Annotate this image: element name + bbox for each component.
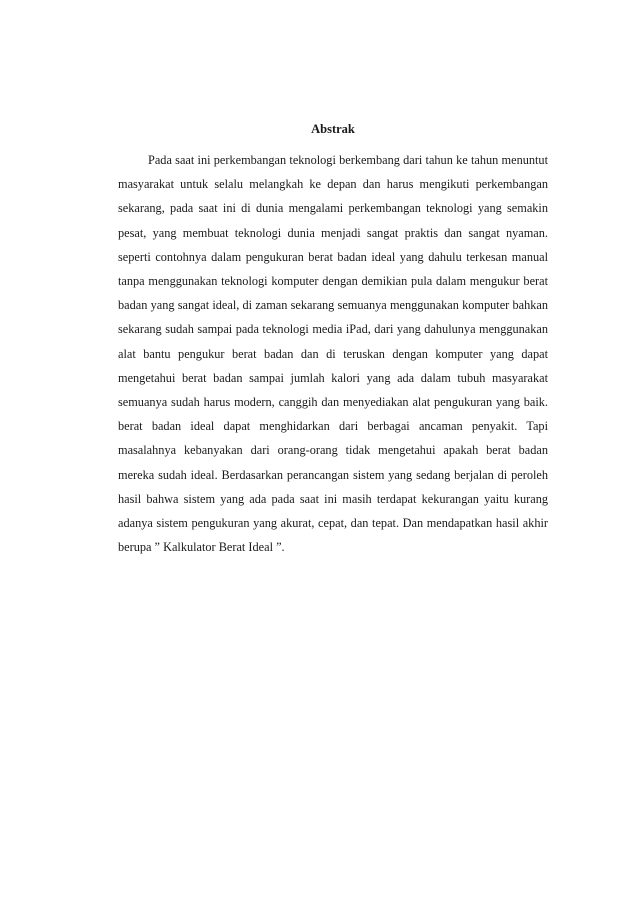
abstract-paragraph: Pada saat ini perkembangan teknologi berkembang dari tahun ke tahun menuntut masyarakat untuk selalu melangkah ke depan dan harus mengikuti perkembangan sekarang, pada saat ini di dunia mengalami perkembangan teknologi yang semakin pesat, yang membuat teknologi dunia menjadi sangat praktis dan sangat nyaman. seperti contohnya dalam pengukuran berat badan ideal yang dahulu terkesan manual tanpa menggunakan teknologi komputer dengan demikian pula dalam mengukur berat badan yang sangat ideal, di zaman sekarang semuanya menggunakan komputer bahkan sekarang sudah sampai pada teknologi media iPad, dari yang dahulunya menggunakan alat bantu pengukur berat badan dan di teruskan dengan komputer yang dapat mengetahui berat badan sampai jumlah kalori yang ada dalam tubuh masyarakat semuanya sudah harus modern, canggih dan menyediakan alat pengukuran yang baik. berat badan ideal dapat menghidarkan dari berbagai ancaman penyakit. Tapi masalahnya kebanyakan dari orang-orang tidak mengetahui apakah berat badan mereka sudah ideal. Berdasarkan perancangan sistem yang sedang berjalan di peroleh hasil bahwa sistem yang ada pada saat ini masih terdapat kekurangan yaitu kurang adanya sistem pengukuran yang akurat, cepat, dan tepat. Dan mendapatkan hasil akhir berupa ” Kalkulator Berat Ideal ”. [118,153,548,555]
abstract-heading: Abstrak [311,122,355,136]
abstract-section [118,121,548,559]
